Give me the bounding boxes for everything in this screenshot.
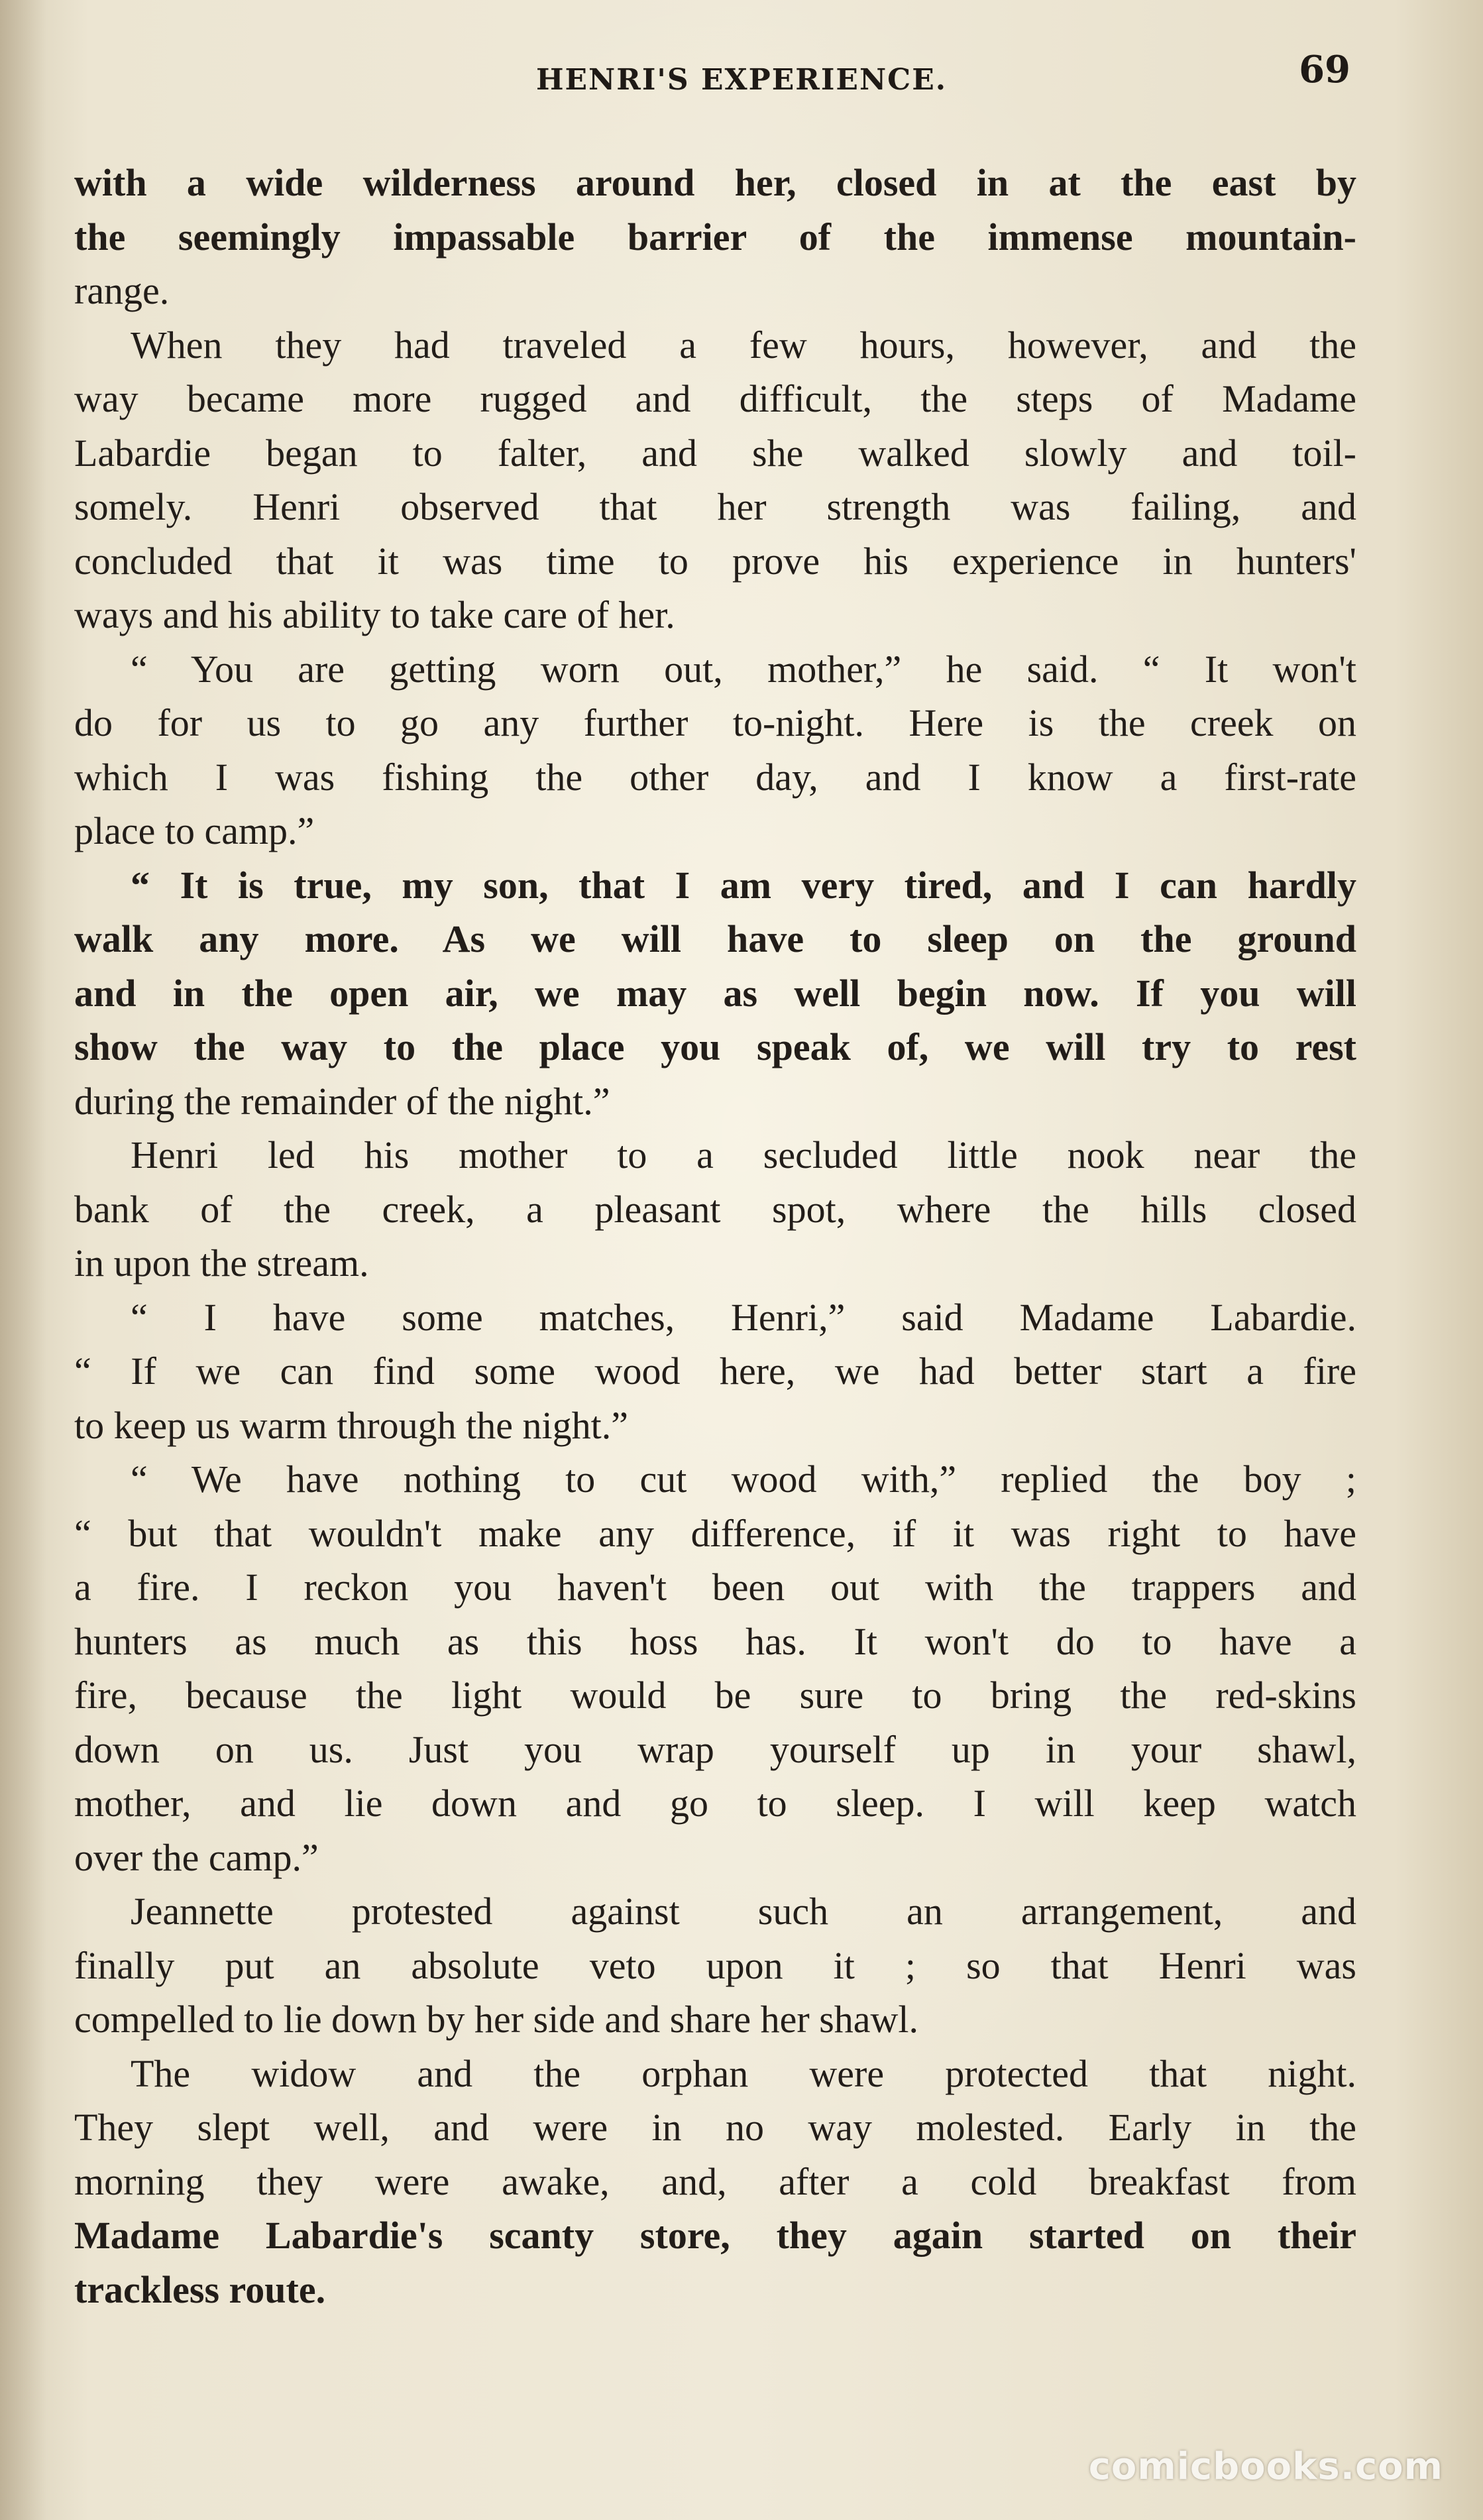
text-line: way became more rugged and difficult, the steps of Madame [74,377,1356,420]
text-line: “ I have some matches, Henri,” said Madame Labardie. [131,1295,1356,1339]
text-line: Labardie began to falter, and she walked slowly and toil- [74,431,1356,475]
text-line: “ If we can find some wood here, we had better start a fire [74,1349,1356,1393]
watermark: comicbooks.com [1088,2445,1443,2488]
text-line: “ It is true, my son, that I am very tired, and I can hardly [131,863,1356,907]
text-line: show the way to the place you speak of, we will try to rest [74,1025,1356,1068]
text-line: a fire. I reckon you haven't been out with the trappers and [74,1566,1356,1609]
text-line: somely. Henri observed that her strength was failing, and [74,485,1356,528]
text-line: walk any more. As we will have to sleep on the ground [74,917,1356,960]
text-line: range. [74,269,170,312]
text-line: which I was fishing the other day, and I know a first-rate [74,755,1356,799]
text-line: mother, and lie down and go to sleep. I will keep watch [74,1782,1356,1825]
text-line: “ You are getting worn out, mother,” he said. “ It won't [131,647,1356,691]
text-line: hunters as much as this hoss has. It won't do to have a [74,1619,1356,1663]
text-line: “ but that wouldn't make any difference, if it was right to have [74,1511,1356,1555]
text-line: fire, because the light would be sure to bring the red-skins [74,1674,1356,1717]
text-line: compelled to lie down by her side and share her shawl. [74,1998,919,2041]
page-number: 69 [1299,48,1350,91]
text-line: the seemingly impassable barrier of the immense mountain- [74,215,1356,258]
text-line: The widow and the orphan were protected that night. [131,2051,1356,2095]
text-line: morning they were awake, and, after a cold breakfast from [74,2159,1356,2203]
text-line: over the camp.” [74,1835,319,1879]
text-line: place to camp.” [74,809,315,852]
text-line: “ We have nothing to cut wood with,” replied the boy ; [131,1458,1356,1501]
text-line: Henri led his mother to a secluded little nook near the [131,1133,1356,1176]
body-text [74,156,1356,2317]
text-line: bank of the creek, a pleasant spot, where the hills closed [74,1187,1356,1231]
text-line: When they had traveled a few hours, however, and the [131,323,1356,367]
text-line: They slept well, and were in no way molested. Early in the [74,2106,1356,2149]
text-line: do for us to go any further to-night. Here is the creek on [74,701,1356,744]
text-line: in upon the stream. [74,1241,369,1285]
text-line: and in the open air, we may as well begin now. If you will [74,971,1356,1015]
text-line: trackless route. [74,2267,326,2311]
text-line: during the remainder of the night.” [74,1079,610,1123]
running-head: HENRI'S EXPERIENCE. [535,63,948,97]
page-gutter-shadow [0,0,46,2520]
text-line: finally put an absolute veto upon it ; so that Henri was [74,1943,1356,1987]
text-line: to keep us warm through the night.” [74,1403,628,1447]
text-line: concluded that it was time to prove his experience in hunters' [74,539,1356,583]
text-line: with a wide wilderness around her, closed in at the east by [74,161,1356,204]
text-line: Jeannette protested against such an arrangement, and [131,1890,1356,1933]
text-line: Madame Labardie's scanty store, they again started on their [74,2214,1356,2257]
text-line: down on us. Just you wrap yourself up in your shawl, [74,1727,1356,1771]
text-line: ways and his ability to take care of her. [74,593,675,636]
